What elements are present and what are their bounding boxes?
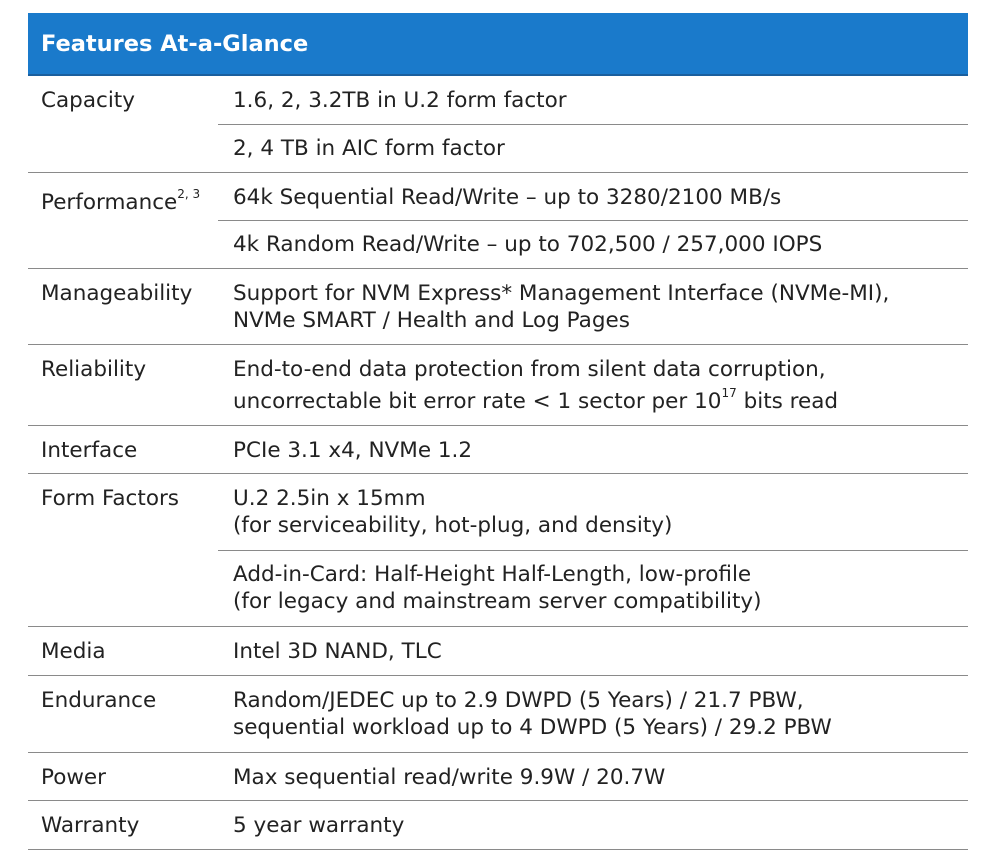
row-label-media: Media [41,639,106,664]
row-label-performance: Performance$^{2, 3}$ [41,187,201,216]
row-value: Max sequential read/write 9.9W / 20.7W [233,765,666,790]
row-label-endurance: Endurance [41,688,157,713]
table-header [28,13,968,76]
features-table [28,13,968,850]
row-value: 5 year warranty [233,813,405,838]
row-value: U.2 2.5in x 15mm (for serviceability, hot-plug, and density) [233,486,673,538]
table-title: Features At-a-Glance [41,31,309,57]
table-row [28,676,968,753]
row-label-interface: Interface [41,438,138,463]
table-row [28,269,968,345]
table-row [28,801,968,850]
row-value: Intel 3D NAND, TLC [233,639,442,664]
row-value: Add-in-Card: Half-Height Half-Length, low-profile (for legacy and mainstream server compatibility) [218,550,968,626]
row-value: 1.6, 2, 3.2TB in U.2 form factor [233,88,567,113]
row-value: Support for NVM Express* Management Interface (NVMe-MI), NVMe SMART / Health and Log Pages [233,281,890,333]
table-row [28,173,968,269]
table-row [28,474,968,627]
row-label-warranty: Warranty [41,813,140,838]
exponent: 17 [721,386,737,400]
row-value: 2, 4 TB in AIC form factor [218,124,968,172]
table-row [28,627,968,676]
row-label-capacity: Capacity [41,88,135,113]
table-row [28,426,968,474]
row-value: 64k Sequential Read/Write – up to 3280/2100 MB/s [233,185,782,210]
row-label-form-factors: Form Factors [41,486,180,511]
row-label-manageability: Manageability [41,281,193,306]
footnote-ref: 2, 3 [177,187,201,201]
row-label-reliability: Reliability [41,357,147,382]
row-value: 4k Random Read/Write – up to 702,500 / 257,000 IOPS [218,220,968,268]
table-row [28,345,968,426]
row-value: Random/JEDEC up to 2.9 DWPD (5 Years) / 21.7 PBW, sequential workload up to 4 DWPD (5 Years) / 29.2 PBW [233,688,832,740]
table-row [28,753,968,801]
table-row [28,76,968,173]
row-value: End-to-end data protection from silent data corruption, uncorrectable bit error rate < 1 sector per $10^{17}$ bits read [233,357,839,415]
row-value: PCIe 3.1 x4, NVMe 1.2 [233,438,473,463]
row-label-power: Power [41,765,107,790]
